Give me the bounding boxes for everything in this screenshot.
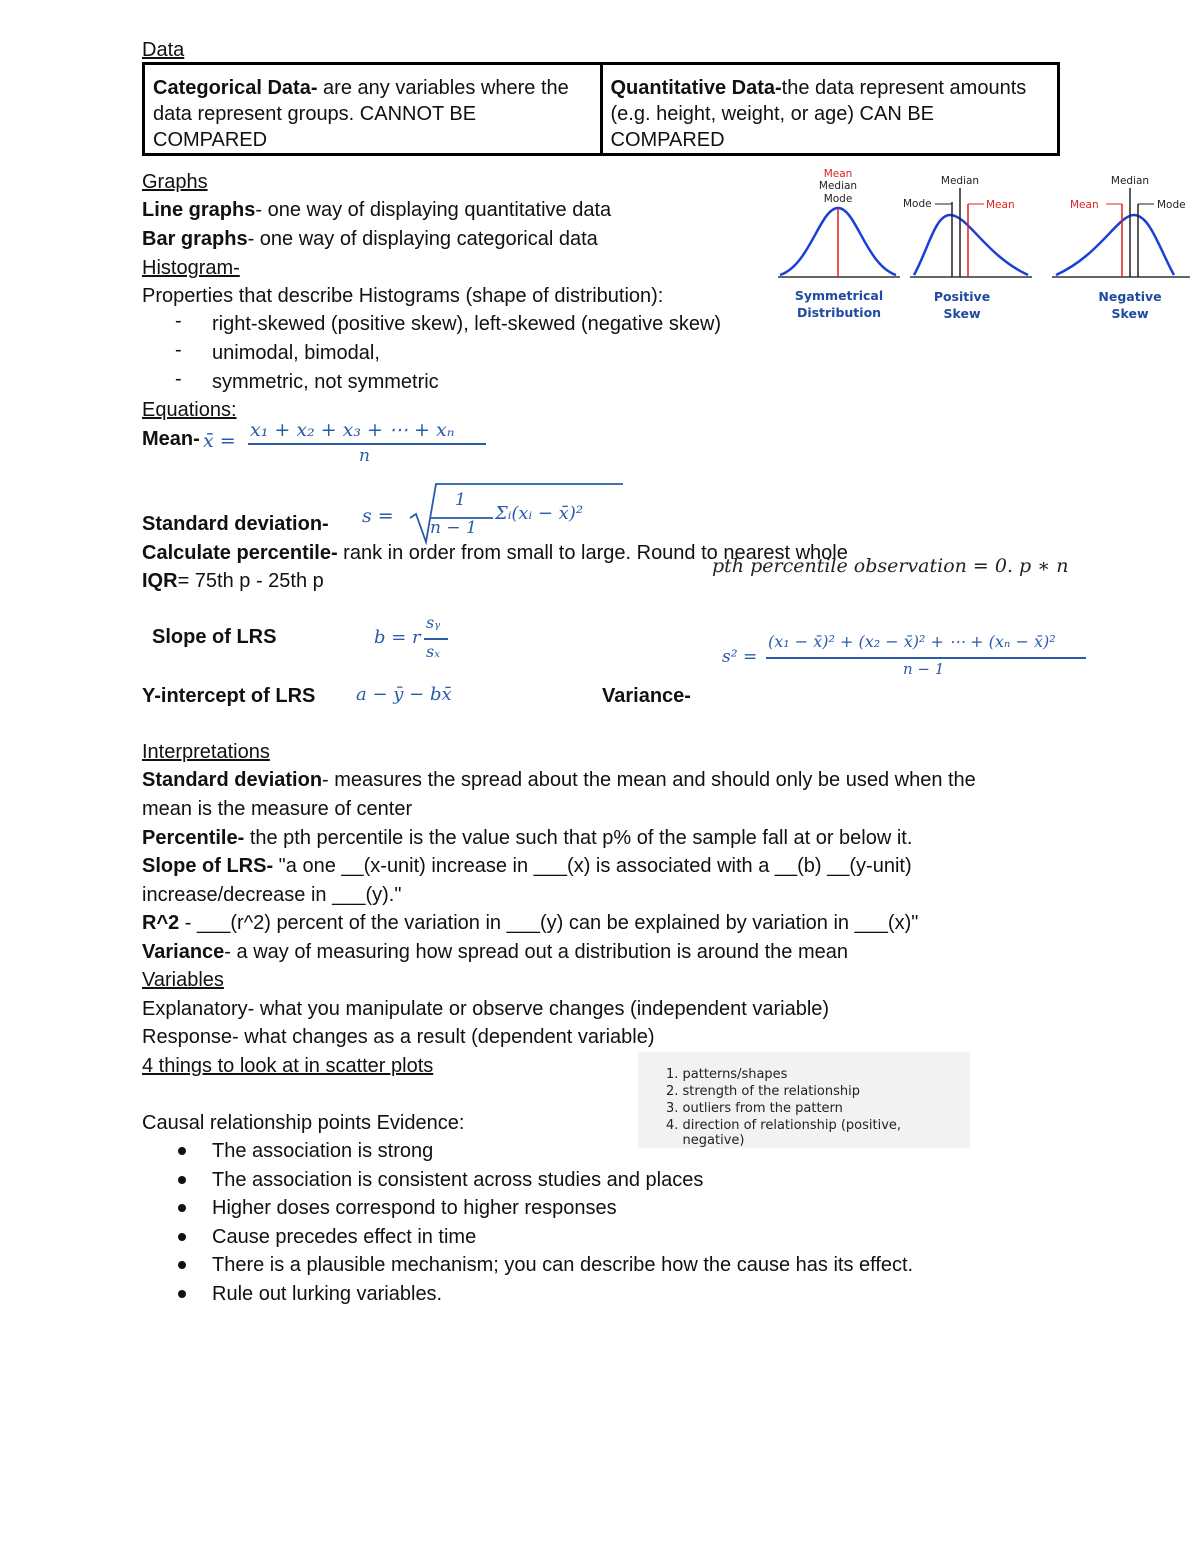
quantitative-cell: [601, 64, 1059, 155]
property-item: right-skewed (positive skew), left-skewed (negative skew): [212, 313, 722, 335]
causal-item: Cause precedes effect in time: [212, 1226, 477, 1248]
iqr-def: = 75th p - 25th p: [177, 570, 324, 592]
causal-item: The association is consistent across studies and places: [212, 1169, 704, 1191]
bullet-marker: [178, 1261, 186, 1269]
interp-variance-line: [142, 938, 848, 966]
categorical-cell: [144, 64, 602, 155]
scatter-item: 4. direction of relationship (positive,: [666, 1118, 902, 1133]
interp-sd-line-1: [142, 766, 976, 794]
dash-marker: -: [175, 368, 182, 390]
interp-sd-def: - measures the spread about the mean and should only be used when the: [322, 769, 976, 791]
scatter-item: 2. strength of the relationship: [666, 1084, 860, 1099]
quantitative-def-1: the data represent amounts: [781, 77, 1027, 99]
neg-mode-label: Mode: [1157, 199, 1186, 211]
variance-denominator: n − 1: [903, 660, 945, 678]
interp-variance-def: - a way of measuring how spread out a distribution is around the mean: [224, 941, 848, 963]
sym-mean-label: Mean: [823, 168, 853, 180]
graphs-heading: Graphs: [142, 171, 208, 193]
percentile-def: rank in order from small to large. Round to nearest whole: [337, 542, 848, 564]
sd-denominator: n − 1: [430, 518, 477, 538]
sym-caption-1: Symmetrical: [794, 288, 884, 303]
pos-mode-label: Mode: [903, 198, 932, 210]
percentile-term: Calculate percentile-: [142, 542, 338, 564]
interp-slope-line-2: increase/decrease in ___(y).": [142, 884, 402, 906]
neg-median-label: Median: [1110, 175, 1150, 187]
bullet-marker: [178, 1204, 186, 1212]
data-heading: Data: [142, 39, 185, 61]
sd-lhs: s =: [362, 505, 394, 527]
sym-caption-2: Distribution: [796, 305, 882, 320]
interp-r2-term: R^2: [142, 912, 180, 934]
scatter-item: 1. patterns/shapes: [666, 1067, 788, 1082]
yint-formula: a − ȳ − bx̄: [356, 684, 452, 705]
histogram-properties: Properties that describe Histograms (shape of distribution):: [142, 285, 664, 307]
categorical-def-2: data represent groups. CANNOT BE COMPARED: [153, 103, 477, 151]
mean-lhs: x̄ =: [203, 430, 236, 452]
interp-slope-term: Slope of LRS-: [142, 855, 274, 877]
histogram-heading: Histogram-: [142, 257, 240, 279]
causal-item: There is a plausible mechanism; you can describe how the cause has its effect.: [212, 1254, 914, 1276]
mean-label: Mean-: [142, 428, 200, 450]
causal-heading: Causal relationship points Evidence:: [142, 1112, 465, 1134]
variance-label: Variance-: [602, 685, 691, 707]
interp-slope-def: "a one __(x-unit) increase in ___(x) is associated with a __(b) __(y-unit): [273, 855, 912, 877]
bullet-marker: [178, 1176, 186, 1184]
scatter-checklist-image: [638, 1052, 970, 1148]
interpretations-heading: Interpretations: [142, 741, 270, 763]
response-line: Response- what changes as a result (dependent variable): [142, 1026, 655, 1048]
variance-lhs: s² =: [722, 647, 758, 667]
interp-slope-line-1: [142, 852, 912, 880]
neg-caption-1: Negative: [1098, 289, 1162, 304]
bar-graphs-line: [142, 225, 598, 253]
neg-mean-label: Mean: [1070, 199, 1099, 211]
causal-item: The association is strong: [212, 1140, 434, 1162]
sd-label: Standard deviation-: [142, 513, 329, 535]
neg-curve: [1056, 215, 1174, 275]
data-types-table: [142, 62, 1060, 156]
variance-numerator: (x₁ − x̄)² + (x₂ − x̄)² + ⋯ + (xₙ − x̄)²: [768, 632, 1056, 651]
percentile-formula: pth percentile observation = 0. p ∗ n: [712, 555, 1069, 577]
scatter-heading: 4 things to look at in scatter plots: [142, 1055, 434, 1077]
scatter-item: negative): [666, 1133, 745, 1148]
bullet-marker: [178, 1290, 186, 1298]
bullet-marker: [178, 1233, 186, 1241]
line-graphs-term: Line graphs: [142, 199, 256, 221]
interp-r2-line: [142, 909, 918, 937]
dash-marker: -: [175, 310, 182, 332]
causal-item: Higher doses correspond to higher responses: [212, 1197, 617, 1219]
iqr-line: [142, 567, 324, 595]
interp-sd-term: Standard deviation: [142, 769, 323, 791]
sym-mode-label: Mode: [823, 193, 853, 205]
mean-denominator: n: [359, 446, 370, 466]
explanatory-line: Explanatory- what you manipulate or observe changes (independent variable): [142, 998, 830, 1020]
mean-numerator: x₁ + x₂ + x₃ + ⋯ + xₙ: [250, 419, 455, 441]
property-item: unimodal, bimodal,: [212, 342, 380, 364]
variables-heading: Variables: [142, 969, 224, 991]
mean-fraction-bar: [248, 443, 486, 445]
dash-marker: -: [175, 339, 182, 361]
sd-sum: Σᵢ(xᵢ − x̄)²: [495, 503, 584, 524]
bullet-marker: [178, 1147, 186, 1155]
quantitative-def-2: (e.g. height, weight, or age) CAN BE COMPARED: [610, 103, 934, 151]
distribution-shapes-figure: [770, 160, 1200, 330]
interp-percentile-term: Percentile-: [142, 827, 245, 849]
variance-fraction-bar: [766, 657, 1086, 659]
bar-graphs-def: - one way of displaying categorical data: [247, 228, 598, 250]
neg-caption-2: Skew: [1111, 306, 1149, 321]
slope-denominator: sₓ: [426, 642, 440, 661]
pos-median-label: Median: [940, 175, 980, 187]
interp-r2-def: - ___(r^2) percent of the variation in ___(y) can be explained by variation in ___(x)": [179, 912, 919, 934]
sd-numerator: 1: [455, 490, 466, 510]
causal-item: Rule out lurking variables.: [212, 1283, 443, 1305]
interp-variance-term: Variance: [142, 941, 225, 963]
pos-curve: [914, 215, 1028, 275]
sym-median-label: Median: [818, 180, 858, 192]
equations-heading: Equations:: [142, 399, 237, 421]
property-item: symmetric, not symmetric: [212, 371, 439, 393]
pos-caption-1: Positive: [933, 289, 991, 304]
line-graphs-def: - one way of displaying quantitative data: [255, 199, 612, 221]
yint-label: Y-intercept of LRS: [142, 685, 316, 707]
bar-graphs-term: Bar graphs: [142, 228, 248, 250]
pos-caption-2: Skew: [943, 306, 981, 321]
interp-percentile-def: the pth percentile is the value such that p% of the sample fall at or below it.: [244, 827, 913, 849]
slope-label: Slope of LRS: [152, 626, 277, 648]
iqr-term: IQR: [142, 570, 178, 592]
interp-percentile-line: [142, 824, 912, 852]
slope-lhs: b = r: [374, 627, 421, 648]
interp-sd-line-2: mean is the measure of center: [142, 798, 413, 820]
categorical-def-1: are any variables where the: [317, 77, 569, 99]
line-graphs-line: [142, 196, 611, 224]
pos-mean-label: Mean: [986, 199, 1015, 211]
categorical-term: Categorical Data-: [153, 77, 318, 99]
slope-numerator: sᵧ: [426, 613, 441, 632]
quantitative-term: Quantitative Data-: [610, 77, 782, 99]
slope-fraction-bar: [424, 638, 448, 640]
scatter-item: 3. outliers from the pattern: [666, 1101, 843, 1116]
